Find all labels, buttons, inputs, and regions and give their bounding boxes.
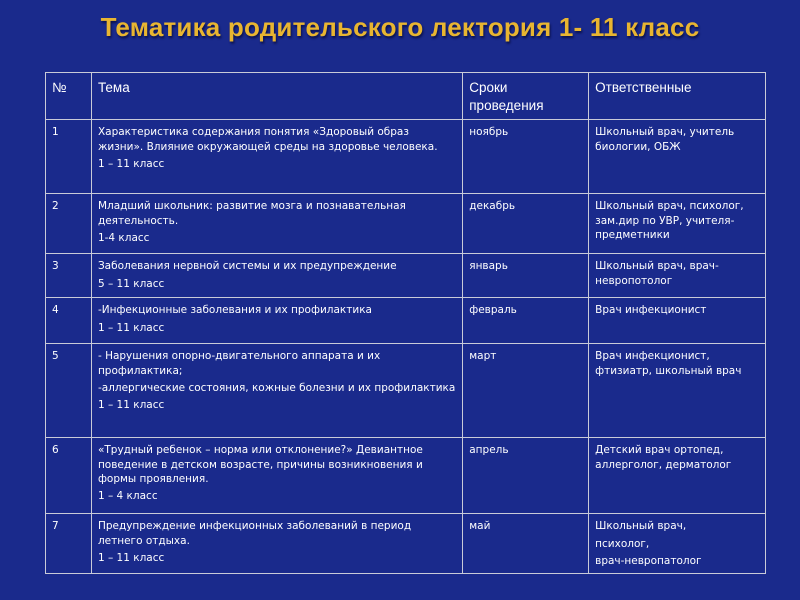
row-number: 2 (46, 194, 92, 254)
header-topic: Тема (91, 73, 462, 120)
topic-line: 1 – 11 класс (97, 398, 165, 411)
topic-line: 1 – 4 класс (97, 489, 158, 502)
topic-line: -Инфекционные заболевания и их профилактика (97, 304, 372, 317)
responsible-line: психолог, (595, 537, 650, 550)
topic-line: Характеристика содержания понятия «Здоровый образ жизни». Влияние окружающей среды на здоровье человека. (97, 126, 438, 153)
row-topic (91, 514, 462, 574)
row-topic (91, 120, 462, 194)
row-responsible (589, 194, 766, 254)
row-topic (91, 438, 462, 514)
topic-line: 1 – 11 класс (97, 321, 165, 334)
row-topic (91, 298, 462, 344)
topic-line: Заболевания нервной системы и их предупреждение (97, 260, 397, 273)
topic-line: 1 – 11 класс (97, 551, 165, 564)
row-responsible (589, 344, 766, 438)
topic-line: - Нарушения опорно-двигательного аппарата и их профилактика; (97, 350, 381, 377)
responsible-line: Врач инфекционист, фтизиатр, школьный врач (595, 350, 742, 377)
row-responsible (589, 438, 766, 514)
header-dates: Сроки проведения (463, 73, 589, 120)
topic-line: 5 – 11 класс (97, 277, 165, 290)
row-topic (91, 344, 462, 438)
row-number: 1 (46, 120, 92, 194)
table-row (46, 438, 766, 514)
row-responsible (589, 298, 766, 344)
row-topic (91, 194, 462, 254)
topic-line: Младший школьник: развитие мозга и познавательная деятельность. (97, 200, 406, 227)
responsible-line: Детский врач ортопед, аллерголог, дерматолог (595, 444, 732, 471)
row-number: 3 (46, 254, 92, 298)
row-number: 4 (46, 298, 92, 344)
row-number: 7 (46, 514, 92, 574)
row-dates: ноябрь (463, 120, 589, 194)
table-row (46, 120, 766, 194)
responsible-line: Школьный врач, врач-невропотолог (595, 260, 719, 287)
table-row (46, 194, 766, 254)
header-num: № (46, 73, 92, 120)
row-number: 6 (46, 438, 92, 514)
responsible-line: врач-невропатолог (595, 554, 702, 567)
topic-line: Предупреждение инфекционных заболеваний в период летнего отдыха. (97, 520, 412, 547)
topic-line: -аллергические состояния, кожные болезни и их профилактика (97, 381, 456, 394)
row-dates: март (463, 344, 589, 438)
table-row (46, 298, 766, 344)
table-row (46, 514, 766, 574)
responsible-line: Школьный врач, (595, 520, 687, 533)
table-row (46, 254, 766, 298)
responsible-line: Школьный врач, учитель биологии, ОБЖ (595, 126, 735, 153)
header-responsible: Ответственные (589, 73, 766, 120)
row-responsible (589, 514, 766, 574)
row-dates: апрель (463, 438, 589, 514)
row-dates: декабрь (463, 194, 589, 254)
lecture-table (45, 72, 766, 574)
topic-line: 1 – 11 класс (97, 157, 165, 170)
table-row (46, 344, 766, 438)
row-topic (91, 254, 462, 298)
row-responsible (589, 254, 766, 298)
table-header-row (46, 73, 766, 120)
topic-line: 1-4 класс (97, 231, 150, 244)
row-responsible (589, 120, 766, 194)
topic-line: «Трудный ребенок – норма или отклонение?» Девиантное поведение в детском возрасте, причины возникновения и формы проявления. (97, 444, 423, 485)
row-dates: январь (463, 254, 589, 298)
responsible-line: Школьный врач, психолог, зам.дир по УВР, учителя-предметники (595, 200, 744, 241)
row-dates: февраль (463, 298, 589, 344)
row-number: 5 (46, 344, 92, 438)
row-dates: май (463, 514, 589, 574)
page-title: Тематика родительского лектория 1- 11 класс (100, 12, 700, 42)
responsible-line: Врач инфекционист (595, 304, 707, 317)
